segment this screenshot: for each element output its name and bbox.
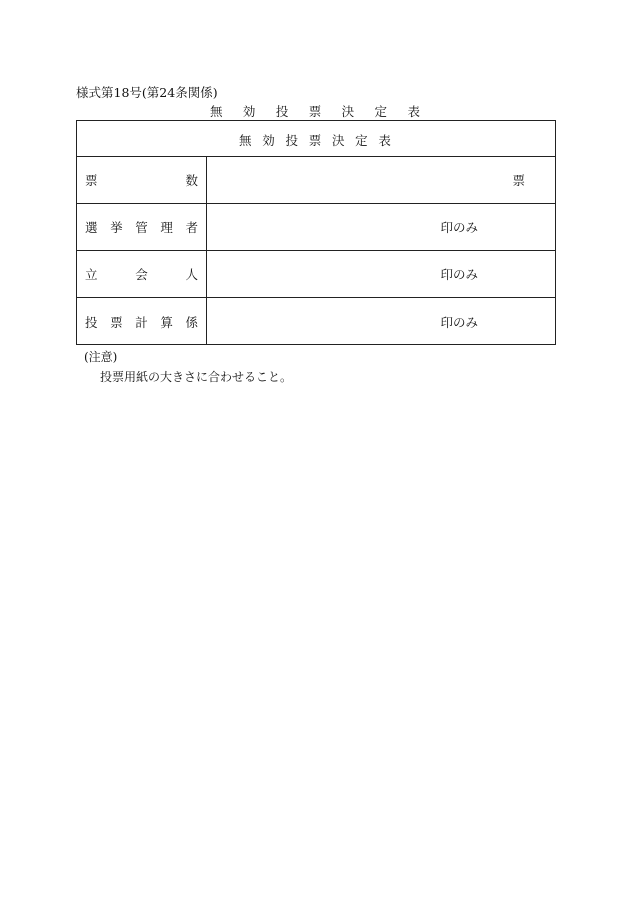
form-number: 様式第18号(第24条関係) — [76, 85, 218, 100]
title-char: 効 — [242, 104, 256, 119]
label-char: 票 — [85, 173, 98, 188]
seal-only-label: 印のみ — [440, 267, 478, 282]
label-char: 投 — [85, 314, 98, 330]
header-char: 効 — [262, 133, 275, 148]
label-cell — [77, 204, 207, 250]
table-header-row — [77, 121, 555, 156]
document-title — [210, 102, 420, 120]
header-char: 票 — [308, 133, 322, 148]
title-char: 票 — [308, 104, 322, 119]
label-char: 立 — [85, 267, 98, 282]
invalid-ballot-decision-table — [76, 120, 556, 345]
title-char: 投 — [275, 104, 289, 119]
ballot-unit-label: 票 — [512, 173, 525, 188]
label-char: 選 — [85, 220, 98, 235]
table-row-ballot-count — [77, 156, 555, 203]
label-char: 挙 — [110, 220, 123, 235]
title-char: 定 — [374, 104, 388, 119]
table-row-election-manager — [77, 203, 555, 250]
ballot-count-field[interactable] — [207, 157, 555, 203]
election-manager-seal-field[interactable] — [207, 204, 555, 250]
table-header-title — [239, 131, 391, 149]
label-char: 管 — [135, 220, 148, 235]
title-char: 表 — [407, 104, 420, 119]
table-row-vote-counter — [77, 297, 555, 345]
label-cell — [77, 251, 207, 297]
vote-counter-seal-field[interactable] — [207, 298, 555, 345]
label-char: 係 — [185, 314, 198, 330]
label-char: 者 — [185, 220, 198, 235]
title-char: 無 — [210, 104, 223, 119]
row-label-election-manager — [85, 218, 198, 236]
header-char: 無 — [239, 133, 252, 148]
title-char: 決 — [341, 104, 355, 119]
label-char: 算 — [160, 314, 173, 330]
header-char: 決 — [331, 133, 345, 148]
header-char: 定 — [355, 133, 368, 148]
note-text: 投票用紙の大きさに合わせること。 — [100, 370, 293, 384]
row-label-witness — [85, 265, 198, 283]
label-cell — [77, 298, 207, 345]
table-row-witness — [77, 250, 555, 297]
row-label-ballot-count — [85, 171, 198, 189]
note-title: (注意) — [84, 350, 118, 364]
seal-only-label: 印のみ — [440, 220, 478, 235]
label-char: 理 — [160, 220, 173, 235]
header-char: 投 — [285, 133, 298, 148]
witness-seal-field[interactable] — [207, 251, 555, 297]
header-char: 表 — [378, 133, 391, 148]
row-label-vote-counter — [85, 313, 198, 331]
seal-only-label: 印のみ — [440, 314, 478, 330]
label-char: 計 — [135, 314, 148, 330]
label-char: 数 — [185, 173, 198, 188]
label-char: 会 — [135, 267, 148, 282]
label-char: 票 — [110, 314, 123, 330]
label-char: 人 — [185, 267, 198, 282]
label-cell — [77, 157, 207, 203]
